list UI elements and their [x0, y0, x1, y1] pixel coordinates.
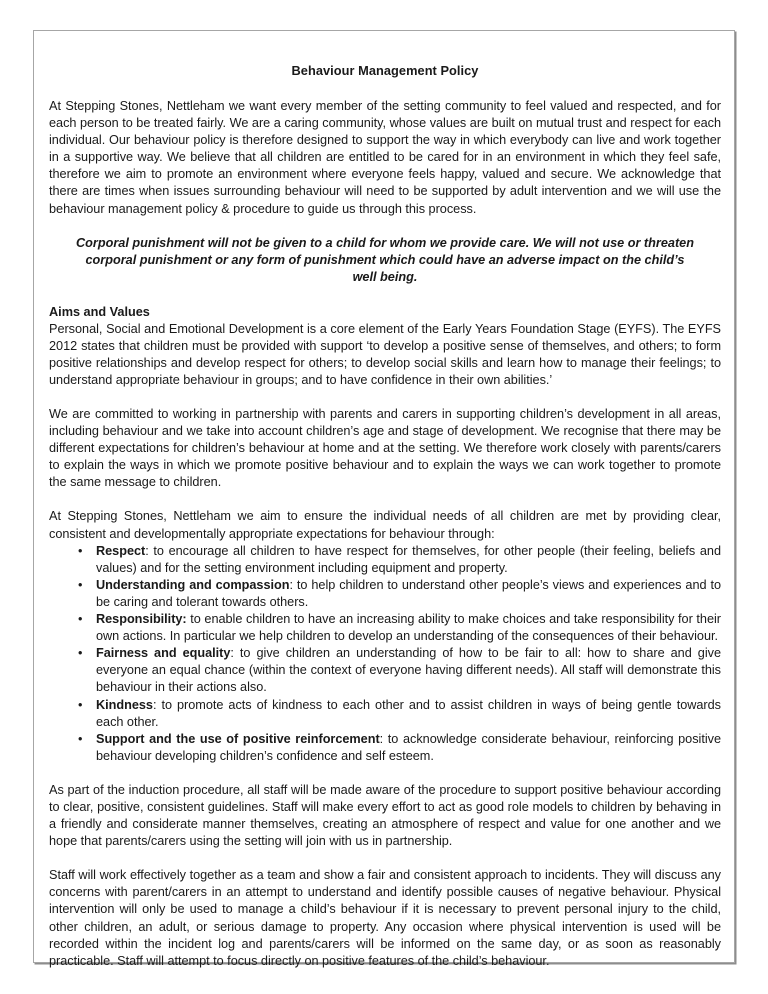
list-item-text: to enable children to have an increasing ability to make choices and take responsibility for their own actions. In particular we help children to develop an understanding of the consequences of their behaviour.: [96, 612, 721, 644]
spacer-before-teamwork: [49, 850, 721, 867]
spacer-before-induction: [49, 765, 721, 782]
aims-and-values-heading: Aims and Values: [49, 304, 150, 319]
page-title: Behaviour Management Policy: [291, 63, 479, 78]
list-item-text: : to promote acts of kindness to each other and to assist children in ways of being gentle towards each other.: [96, 697, 721, 729]
induction-paragraph: As part of the induction procedure, all staff will be made aware of the procedure to support positive behaviour according to clear, positive, consistent guidelines. Staff will make every effort to act as good role models to children by behaving in a friendly and considerate manner themselves, creating an atmosphere of respect and value for one another and we hope that parents/carers using the setting will join with us in partnership.: [49, 782, 721, 849]
bullet-icon: •: [78, 697, 83, 712]
list-item: [49, 577, 721, 611]
bullet-icon: •: [78, 577, 83, 592]
list-item: [49, 543, 721, 577]
list-item-text: : to give children an understanding of how to be fair to all: how to share and give everyone an equal chance (within the context of everyone having different needs). All staff will demonstrate this behaviour in their actions also.: [96, 646, 721, 695]
bullet-icon: •: [78, 646, 83, 661]
list-item-term: Fairness and equality: [96, 646, 231, 661]
list-item-text: : to help children to understand other people’s views and experiences and to be caring and tolerant towards others.: [96, 577, 721, 609]
expectations-intro-paragraph: At Stepping Stones, Nettleham we aim to ensure the individual needs of all children are met by providing clear, consistent and developmentally appropriate expectations for behaviour through:: [49, 509, 721, 541]
list-item-text: : to encourage all children to have respect for themselves, for other people (their feeling, beliefs and values) and for the setting environment including equipment and property.: [96, 543, 721, 575]
list-item: [49, 611, 721, 645]
document-content-area: [49, 31, 721, 968]
bullet-icon: •: [78, 543, 83, 558]
corporal-punishment-statement: Corporal punishment will not be given to a child for whom we provide care. We will not use or threaten corporal punishment or any form of punishment which could have an adverse impact on the child’s well being.: [75, 235, 694, 285]
partnership-paragraph: We are committed to working in partnership with parents and carers in supporting children’s development in all areas, including behaviour and we take into account children’s age and stage of development. We recognise that there may be different expectations for children’s behaviour at home and at the setting. We therefore work closely with parents/carers to explain the ways in which we promote positive behaviour and to explain the ways we can work together to promote the same message to children.: [49, 407, 721, 490]
bullet-icon: •: [78, 612, 83, 627]
aims-paragraph: Personal, Social and Emotional Development is a core element of the Early Years Foundation Stage (EYFS). The EYFS 2012 states that children must be provided with support ‘to develop a positive sense of themselves, and others; to form positive relationships and develop respect for others; to develop social skills and learn how to manage their feelings; to understand appropriate behaviour in groups; and to have confidence in their own abilities.’: [49, 321, 721, 387]
spacer-before-expectations: [49, 491, 721, 508]
bullet-icon: •: [78, 731, 83, 746]
document-page: [33, 30, 735, 968]
list-item: [49, 731, 721, 765]
spacer-after-title: [49, 79, 721, 98]
list-item-term: Understanding and compassion: [96, 577, 290, 592]
teamwork-paragraph: Staff will work effectively together as a team and show a fair and consistent approach to incidents. They will discuss any concerns with parent/carers in an attempt to understand and identify possible causes of negative behaviour. Physical intervention will only be used to manage a child’s behaviour if it is necessary to prevent personal injury to the child, other children, an adult, or serious damage to property. Any occasion where physical intervention is used will be recorded within the incident log and parents/carers will be informed on the same day, or as soon as reasonably practicable. Staff will attempt to focus directly on positive features of the child’s behaviour.: [49, 868, 721, 968]
spacer-before-statement: [49, 218, 721, 235]
list-item-term: Responsibility:: [96, 612, 187, 627]
list-item: [49, 697, 721, 731]
spacer-before-partnership: [49, 389, 721, 406]
list-item-term: Support and the use of positive reinforcement: [96, 731, 380, 746]
list-item: [49, 645, 721, 696]
values-list: [49, 543, 721, 765]
intro-paragraph: At Stepping Stones, Nettleham we want every member of the setting community to feel valued and respected, and for each person to be treated fairly. We are a caring community, whose values are built on mutual trust and respect for each individual. Our behaviour policy is therefore designed to support the way in which everybody can live and work together in a supportive way. We believe that all children are entitled to be cared for in an environment in which they feel safe, therefore we aim to promote an environment where everyone feels happy, valued and secure. We acknowledge that there are times when issues surrounding behaviour will need to be supported by adult intervention and we will use the behaviour management policy & procedure to guide us through this process.: [49, 99, 721, 216]
spacer-before-aims: [49, 287, 721, 304]
list-item-text: : to acknowledge considerate behaviour, reinforcing positive behaviour developing children’s confidence and self esteem.: [96, 731, 721, 763]
list-item-term: Kindness: [96, 697, 153, 712]
list-item-term: Respect: [96, 543, 146, 558]
